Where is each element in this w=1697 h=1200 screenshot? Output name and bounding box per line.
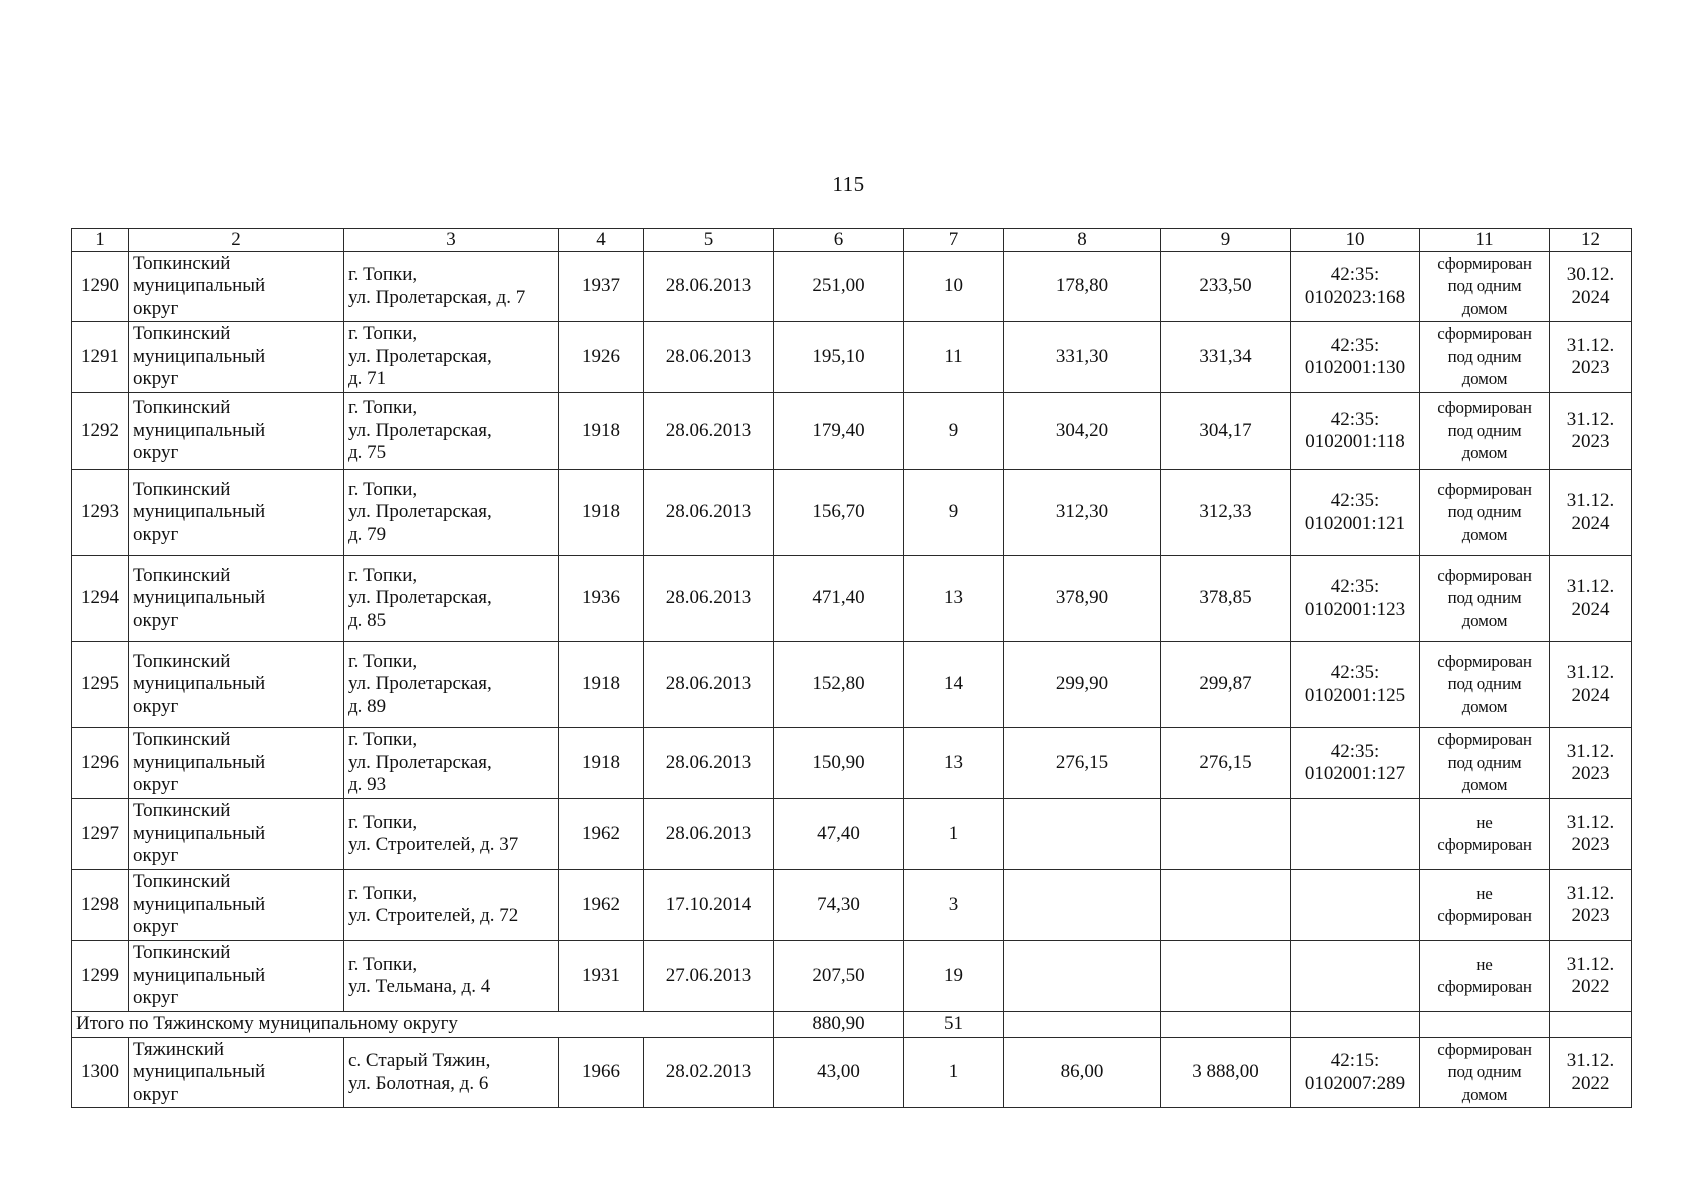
area-cell: 47,40 — [774, 799, 904, 870]
residents-cell: 11 — [904, 322, 1004, 393]
land-status-cell: сформирован под одним домом — [1420, 393, 1550, 470]
land-area-cell: 178,80 — [1004, 252, 1161, 322]
column-header: 10 — [1291, 229, 1420, 252]
address-cell: г. Топки, ул. Строителей, д. 37 — [344, 799, 559, 870]
land-area-cell: 331,30 — [1004, 322, 1161, 393]
build-year-cell: 1962 — [559, 870, 644, 941]
empty-cell — [1291, 1012, 1420, 1038]
table-header — [72, 229, 1632, 252]
emergency-date-cell: 27.06.2013 — [644, 941, 774, 1012]
build-year-cell: 1966 — [559, 1038, 644, 1108]
land-area-cell: 86,00 — [1004, 1038, 1161, 1108]
address-cell: г. Топки, ул. Тельмана, д. 4 — [344, 941, 559, 1012]
deadline-cell: 31.12. 2024 — [1550, 556, 1632, 642]
cadastral-number-cell: 42:35: 0102023:168 — [1291, 252, 1420, 322]
cadastral-number-cell: 42:35: 0102001:121 — [1291, 470, 1420, 556]
address-cell: г. Топки, ул. Пролетарская, д. 79 — [344, 470, 559, 556]
build-year-cell: 1918 — [559, 393, 644, 470]
deadline-cell: 31.12. 2024 — [1550, 470, 1632, 556]
row-number-cell: 1298 — [72, 870, 129, 941]
table-row — [72, 642, 1632, 728]
land-status-cell: сформирован под одним домом — [1420, 728, 1550, 799]
land-area-actual-cell — [1161, 941, 1291, 1012]
land-status-cell: сформирован под одним домом — [1420, 252, 1550, 322]
cadastral-number-cell — [1291, 941, 1420, 1012]
build-year-cell: 1918 — [559, 728, 644, 799]
empty-cell — [1004, 1012, 1161, 1038]
column-header: 2 — [129, 229, 344, 252]
build-year-cell: 1931 — [559, 941, 644, 1012]
build-year-cell: 1918 — [559, 470, 644, 556]
deadline-cell: 30.12. 2024 — [1550, 252, 1632, 322]
table-body — [72, 252, 1632, 1108]
emergency-date-cell: 28.06.2013 — [644, 642, 774, 728]
land-area-cell — [1004, 799, 1161, 870]
land-area-actual-cell: 233,50 — [1161, 252, 1291, 322]
cadastral-number-cell: 42:35: 0102001:123 — [1291, 556, 1420, 642]
table-row — [72, 1038, 1632, 1108]
district-cell: Топкинский муниципальный округ — [129, 642, 344, 728]
land-area-actual-cell: 3 888,00 — [1161, 1038, 1291, 1108]
table-row — [72, 870, 1632, 941]
column-header: 12 — [1550, 229, 1632, 252]
area-cell: 43,00 — [774, 1038, 904, 1108]
column-header: 1 — [72, 229, 129, 252]
column-header: 6 — [774, 229, 904, 252]
residents-cell: 1 — [904, 1038, 1004, 1108]
land-area-actual-cell: 276,15 — [1161, 728, 1291, 799]
emergency-date-cell: 28.06.2013 — [644, 470, 774, 556]
emergency-date-cell: 28.06.2013 — [644, 393, 774, 470]
emergency-date-cell: 28.06.2013 — [644, 728, 774, 799]
address-cell: г. Топки, ул. Пролетарская, д. 75 — [344, 393, 559, 470]
row-number-cell: 1295 — [72, 642, 129, 728]
land-status-cell: сформирован под одним домом — [1420, 556, 1550, 642]
empty-cell — [1550, 1012, 1632, 1038]
deadline-cell: 31.12. 2023 — [1550, 799, 1632, 870]
land-status-cell: не сформирован — [1420, 799, 1550, 870]
land-status-cell: сформирован под одним домом — [1420, 642, 1550, 728]
land-area-cell: 276,15 — [1004, 728, 1161, 799]
total-residents-cell: 51 — [904, 1012, 1004, 1038]
land-area-actual-cell: 299,87 — [1161, 642, 1291, 728]
address-cell: г. Топки, ул. Пролетарская, д. 93 — [344, 728, 559, 799]
column-header: 7 — [904, 229, 1004, 252]
district-cell: Топкинский муниципальный округ — [129, 799, 344, 870]
district-cell: Топкинский муниципальный округ — [129, 728, 344, 799]
land-area-actual-cell: 304,17 — [1161, 393, 1291, 470]
residents-cell: 1 — [904, 799, 1004, 870]
emergency-date-cell: 28.06.2013 — [644, 799, 774, 870]
land-area-cell — [1004, 870, 1161, 941]
column-header: 3 — [344, 229, 559, 252]
table-row — [72, 252, 1632, 322]
page-number: 115 — [832, 172, 865, 196]
district-cell: Тяжинский муниципальный округ — [129, 1038, 344, 1108]
emergency-date-cell: 28.02.2013 — [644, 1038, 774, 1108]
build-year-cell: 1936 — [559, 556, 644, 642]
district-cell: Топкинский муниципальный округ — [129, 941, 344, 1012]
residents-cell: 10 — [904, 252, 1004, 322]
address-cell: с. Старый Тяжин, ул. Болотная, д. 6 — [344, 1038, 559, 1108]
row-number-cell: 1290 — [72, 252, 129, 322]
deadline-cell: 31.12. 2023 — [1550, 393, 1632, 470]
cadastral-number-cell — [1291, 870, 1420, 941]
land-area-actual-cell: 378,85 — [1161, 556, 1291, 642]
deadline-cell: 31.12. 2024 — [1550, 642, 1632, 728]
emergency-date-cell: 17.10.2014 — [644, 870, 774, 941]
emergency-date-cell: 28.06.2013 — [644, 322, 774, 393]
emergency-date-cell: 28.06.2013 — [644, 556, 774, 642]
empty-cell — [1420, 1012, 1550, 1038]
housing-register-table — [71, 228, 1632, 1108]
row-number-cell: 1300 — [72, 1038, 129, 1108]
residents-cell: 13 — [904, 728, 1004, 799]
row-number-cell: 1292 — [72, 393, 129, 470]
residents-cell: 19 — [904, 941, 1004, 1012]
area-cell: 179,40 — [774, 393, 904, 470]
land-area-cell: 299,90 — [1004, 642, 1161, 728]
land-area-cell — [1004, 941, 1161, 1012]
row-number-cell: 1297 — [72, 799, 129, 870]
table-row — [72, 799, 1632, 870]
column-header: 9 — [1161, 229, 1291, 252]
column-header: 8 — [1004, 229, 1161, 252]
row-number-cell: 1299 — [72, 941, 129, 1012]
area-cell: 74,30 — [774, 870, 904, 941]
row-number-cell: 1293 — [72, 470, 129, 556]
residents-cell: 14 — [904, 642, 1004, 728]
address-cell: г. Топки, ул. Пролетарская, д. 71 — [344, 322, 559, 393]
address-cell: г. Топки, ул. Пролетарская, д. 85 — [344, 556, 559, 642]
table-row — [72, 393, 1632, 470]
column-header: 4 — [559, 229, 644, 252]
land-area-cell: 304,20 — [1004, 393, 1161, 470]
area-cell: 195,10 — [774, 322, 904, 393]
total-area-cell: 880,90 — [774, 1012, 904, 1038]
residents-cell: 9 — [904, 470, 1004, 556]
land-area-actual-cell: 312,33 — [1161, 470, 1291, 556]
land-area-cell: 312,30 — [1004, 470, 1161, 556]
build-year-cell: 1962 — [559, 799, 644, 870]
column-header: 11 — [1420, 229, 1550, 252]
table-row — [72, 470, 1632, 556]
land-status-cell: не сформирован — [1420, 870, 1550, 941]
table-row — [72, 556, 1632, 642]
row-number-cell: 1296 — [72, 728, 129, 799]
total-label: Итого по Тяжинскому муниципальному округу — [72, 1012, 774, 1038]
cadastral-number-cell: 42:35: 0102001:118 — [1291, 393, 1420, 470]
land-status-cell: сформирован под одним домом — [1420, 1038, 1550, 1108]
land-area-actual-cell — [1161, 799, 1291, 870]
build-year-cell: 1937 — [559, 252, 644, 322]
residents-cell: 9 — [904, 393, 1004, 470]
land-status-cell: сформирован под одним домом — [1420, 322, 1550, 393]
build-year-cell: 1918 — [559, 642, 644, 728]
cadastral-number-cell: 42:35: 0102001:125 — [1291, 642, 1420, 728]
column-header: 5 — [644, 229, 774, 252]
district-cell: Топкинский муниципальный округ — [129, 393, 344, 470]
area-cell: 251,00 — [774, 252, 904, 322]
area-cell: 207,50 — [774, 941, 904, 1012]
area-cell: 150,90 — [774, 728, 904, 799]
deadline-cell: 31.12. 2023 — [1550, 728, 1632, 799]
column-number-row — [72, 229, 1632, 252]
residents-cell: 3 — [904, 870, 1004, 941]
district-cell: Топкинский муниципальный округ — [129, 252, 344, 322]
area-cell: 471,40 — [774, 556, 904, 642]
land-status-cell: не сформирован — [1420, 941, 1550, 1012]
table-row — [72, 728, 1632, 799]
land-area-cell: 378,90 — [1004, 556, 1161, 642]
row-number-cell: 1291 — [72, 322, 129, 393]
land-area-actual-cell: 331,34 — [1161, 322, 1291, 393]
area-cell: 152,80 — [774, 642, 904, 728]
address-cell: г. Топки, ул. Пролетарская, д. 89 — [344, 642, 559, 728]
table-row — [72, 941, 1632, 1012]
land-area-actual-cell — [1161, 870, 1291, 941]
area-cell: 156,70 — [774, 470, 904, 556]
deadline-cell: 31.12. 2022 — [1550, 941, 1632, 1012]
cadastral-number-cell: 42:35: 0102001:127 — [1291, 728, 1420, 799]
deadline-cell: 31.12. 2022 — [1550, 1038, 1632, 1108]
district-cell: Топкинский муниципальный округ — [129, 322, 344, 393]
emergency-date-cell: 28.06.2013 — [644, 252, 774, 322]
cadastral-number-cell: 42:15: 0102007:289 — [1291, 1038, 1420, 1108]
empty-cell — [1161, 1012, 1291, 1038]
district-cell: Топкинский муниципальный округ — [129, 870, 344, 941]
residents-cell: 13 — [904, 556, 1004, 642]
build-year-cell: 1926 — [559, 322, 644, 393]
cadastral-number-cell: 42:35: 0102001:130 — [1291, 322, 1420, 393]
district-cell: Топкинский муниципальный округ — [129, 556, 344, 642]
deadline-cell: 31.12. 2023 — [1550, 322, 1632, 393]
address-cell: г. Топки, ул. Строителей, д. 72 — [344, 870, 559, 941]
cadastral-number-cell — [1291, 799, 1420, 870]
address-cell: г. Топки, ул. Пролетарская, д. 7 — [344, 252, 559, 322]
table-row — [72, 322, 1632, 393]
row-number-cell: 1294 — [72, 556, 129, 642]
land-status-cell: сформирован под одним домом — [1420, 470, 1550, 556]
district-cell: Топкинский муниципальный округ — [129, 470, 344, 556]
deadline-cell: 31.12. 2023 — [1550, 870, 1632, 941]
total-row — [72, 1012, 1632, 1038]
